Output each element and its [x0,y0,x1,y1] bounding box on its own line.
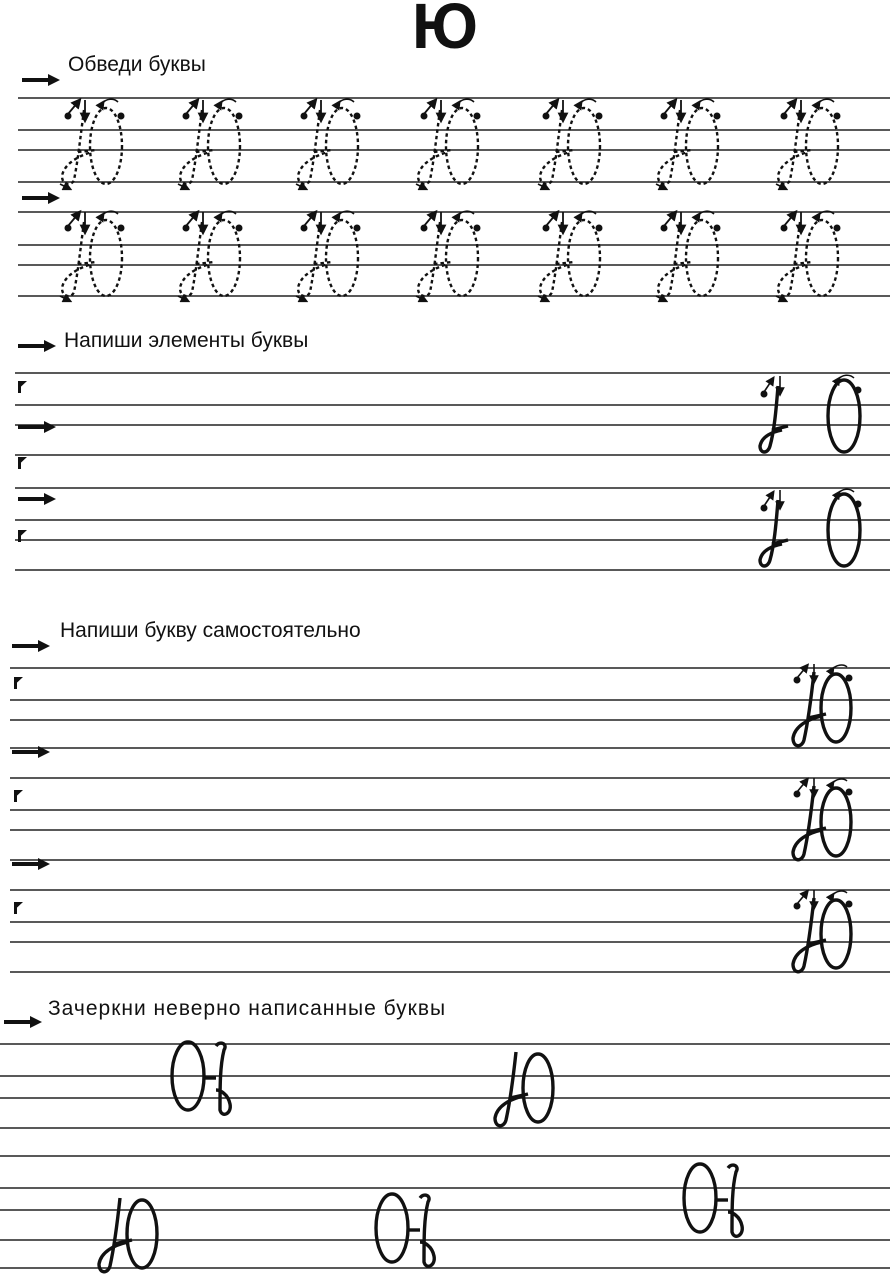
task-label-strike: Зачеркни неверно написанные буквы [48,997,447,1020]
arrow-right-icon [22,192,60,204]
flag-icon [16,902,24,914]
flag-icon [20,381,28,393]
sample-letter-column [793,664,853,972]
task-label-elements: Напиши элементы буквы [64,329,309,352]
arrow-right-icon [4,1016,42,1028]
letter-element-samples [760,375,862,566]
letter-candidates [99,1042,742,1272]
arrow-right-icon [18,421,56,433]
traced-letter-row-2 [60,211,841,300]
flag-icon [20,457,28,469]
task-label-trace: Обведи буквы [68,53,206,76]
arrow-right-icon [12,640,50,652]
arrow-right-icon [12,746,50,758]
arrow-right-icon [18,340,56,352]
arrow-right-icon [18,493,56,505]
flag-icon [16,790,24,802]
arrow-right-icon [12,858,50,870]
task-label-independent: Напиши букву самостоятельно [60,619,361,642]
arrow-right-icon [22,74,60,86]
flag-icon [16,677,24,689]
flag-icon [20,530,28,542]
traced-letter-row-1 [60,99,841,188]
page-title: Ю [412,0,476,62]
